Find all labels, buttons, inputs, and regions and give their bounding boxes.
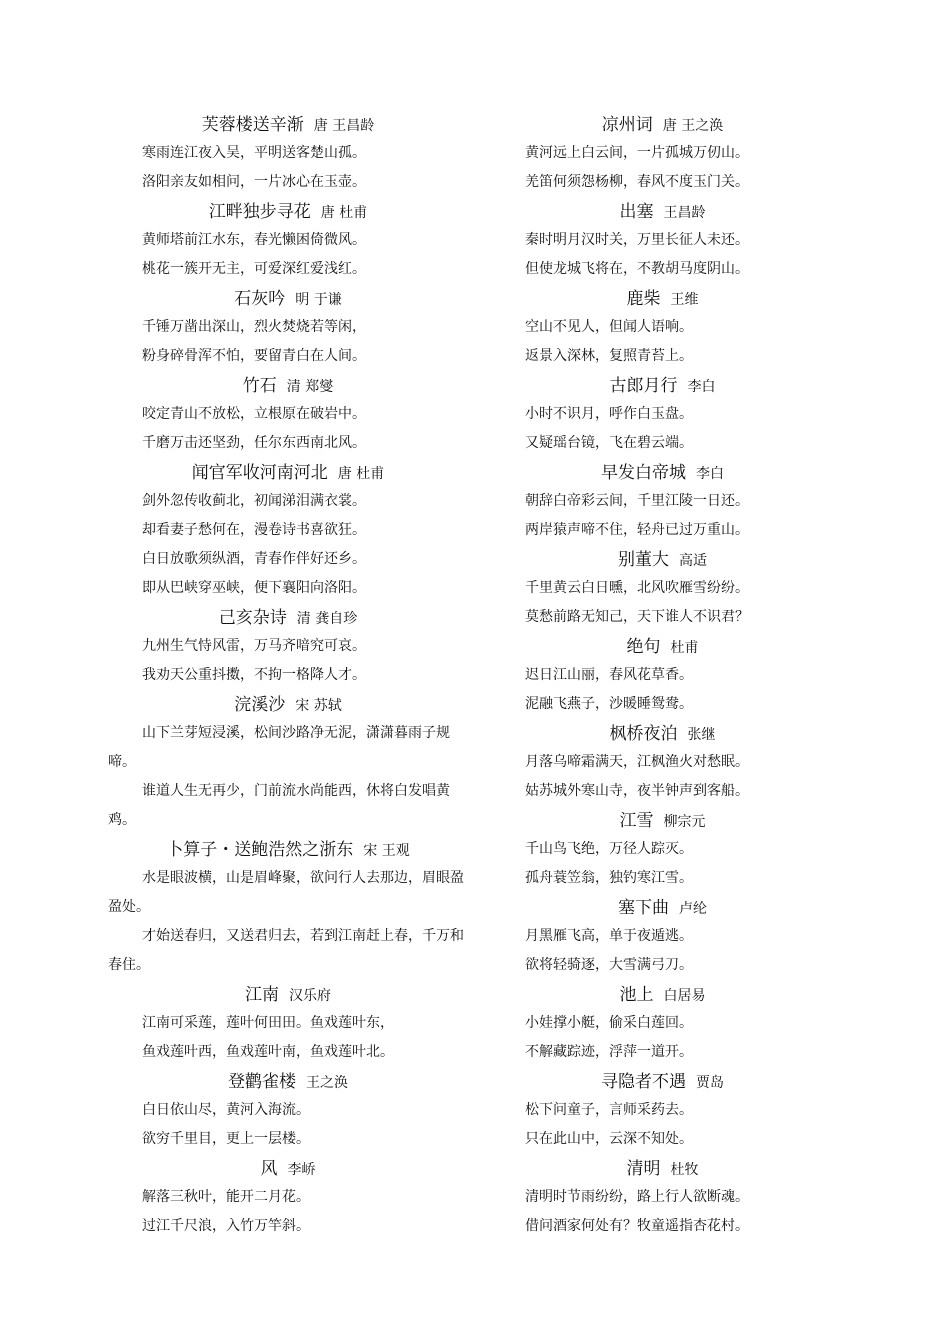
poem-line: 寒雨连江夜入吴，平明送客楚山孤。	[142, 145, 366, 161]
poem-line: 鱼戏莲叶西，鱼戏莲叶南，鱼戏莲叶北。	[142, 1044, 394, 1060]
poem-author: 唐 王昌龄	[313, 118, 375, 134]
poem-line: 即从巴峡穿巫峡，便下襄阳向洛阳。	[142, 580, 366, 596]
poem-author: 宋 苏轼	[295, 698, 342, 714]
poem	[108, 284, 468, 371]
poem-paragraph: 水是眼波横，山是眉峰聚，欲问行人去那边，眉眼盈盈处。	[108, 870, 464, 915]
poem-heading	[525, 893, 800, 922]
poem-line: 我劝天公重抖擞，不拘一格降人才。	[142, 667, 366, 683]
poem-author: 李峤	[287, 1162, 316, 1178]
poem-title: 枫桥夜泊	[609, 724, 678, 744]
poem-title: 池上	[619, 985, 654, 1005]
poem-title: 浣溪沙	[234, 695, 286, 715]
poem-author: 柳宗元	[663, 814, 706, 830]
poem	[108, 690, 468, 835]
poem-heading	[108, 690, 468, 719]
poem	[108, 1067, 468, 1154]
poem	[525, 980, 800, 1067]
poem-line: 千锤万凿出深山，烈火焚烧若等闲，	[142, 319, 366, 335]
poem-line: 又疑瑶台镜，飞在碧云端。	[525, 435, 693, 451]
poem-heading	[108, 603, 468, 632]
poem-title: 塞下曲	[618, 898, 669, 918]
poem-line: 小娃撑小艇，偷采白莲回。	[525, 1015, 693, 1031]
poem	[525, 110, 800, 197]
poem-heading	[108, 1067, 468, 1096]
poem	[525, 458, 800, 545]
poem-line: 黄河远上白云间，一片孤城万仞山。	[525, 145, 749, 161]
poem	[108, 603, 468, 690]
poem-line: 千山鸟飞绝，万径人踪灭。	[525, 841, 693, 857]
poem-line: 月黑雁飞高，单于夜遁逃。	[525, 928, 693, 944]
poem-author: 李白	[687, 379, 716, 395]
poem-title: 出塞	[619, 202, 654, 222]
poem-heading	[108, 458, 468, 487]
poem-title: 登鹳雀楼	[228, 1072, 296, 1092]
poem-title: 早发白帝城	[601, 463, 686, 483]
poem-title: 鹿柴	[626, 289, 661, 309]
poem-line: 两岸猿声啼不住，轻舟已过万重山。	[525, 522, 749, 538]
poem-author: 张继	[687, 727, 716, 743]
poem	[108, 371, 468, 458]
poem	[525, 545, 800, 632]
poem-author: 明 于谦	[295, 292, 342, 308]
poem-line: 清明时节雨纷纷，路上行人欲断魂。	[525, 1189, 749, 1205]
poem-heading	[108, 980, 468, 1009]
poem	[525, 197, 800, 284]
poem-paragraph: 谁道人生无再少，门前流水尚能西，休将白发唱黄鸡。	[108, 783, 450, 828]
poem-title: 芙蓉楼送辛渐	[201, 115, 304, 135]
poem-title: 寻隐者不遇	[601, 1072, 686, 1092]
poem-title: 闻官军收河南河北	[191, 463, 328, 483]
poem-line: 千磨万击还坚劲，任尔东西南北风。	[142, 435, 366, 451]
poem-line: 白日放歌须纵酒，青春作伴好还乡。	[142, 551, 366, 567]
poem-heading	[525, 1154, 800, 1183]
poem-heading	[108, 284, 468, 313]
poem-author: 杜牧	[670, 1162, 699, 1178]
poem-line: 欲穷千里目，更上一层楼。	[142, 1131, 310, 1147]
poem-heading	[108, 835, 468, 864]
poem-line: 莫愁前路无知己，天下谁人不识君？	[525, 609, 749, 625]
poem-heading	[108, 197, 468, 226]
poem-author: 高适	[679, 553, 707, 569]
poem	[108, 197, 468, 284]
poem-title: 风	[260, 1159, 278, 1179]
poem-line: 秦时明月汉时关，万里长征人未还。	[525, 232, 749, 248]
poem-title: 江南	[245, 985, 279, 1005]
poem-heading	[525, 371, 800, 400]
right-column	[525, 110, 800, 1241]
poem-author: 清 龚自珍	[296, 611, 358, 627]
poem	[525, 806, 800, 893]
poem-line: 姑苏城外寒山寺，夜半钟声到客船。	[525, 783, 749, 799]
poem-line: 千里黄云白日曛，北风吹雁雪纷纷。	[525, 580, 749, 596]
poem-author: 王昌龄	[663, 205, 706, 221]
poem-line: 泥融飞燕子，沙暖睡鸳鸯。	[525, 696, 693, 712]
poem-title: 别董大	[618, 550, 669, 570]
poem	[525, 719, 800, 806]
poem-author: 王之涣	[306, 1075, 348, 1091]
poem-heading	[525, 632, 800, 661]
poem-line: 黄师塔前江水东，春光懒困倚微风。	[142, 232, 366, 248]
poem-line: 却看妻子愁何在，漫卷诗书喜欲狂。	[142, 522, 366, 538]
poem	[108, 110, 468, 197]
poem-line: 朝辞白帝彩云间，千里江陵一日还。	[525, 493, 749, 509]
poem-line: 空山不见人，但闻人语响。	[525, 319, 693, 335]
poem-line: 咬定青山不放松，立根原在破岩中。	[142, 406, 366, 422]
poem	[525, 893, 800, 980]
poem-title: 石灰吟	[234, 289, 286, 309]
poem	[525, 284, 800, 371]
poem-paragraph: 山下兰芽短浸溪，松间沙路净无泥，潇潇暮雨子规啼。	[108, 725, 450, 770]
poem-line: 小时不识月，呼作白玉盘。	[525, 406, 693, 422]
poem-line: 洛阳亲友如相问，一片冰心在玉壶。	[142, 174, 366, 190]
poem	[108, 980, 468, 1067]
poem	[108, 835, 468, 980]
poem-author: 唐 杜甫	[337, 466, 385, 482]
poem	[525, 371, 800, 458]
poem	[108, 1154, 468, 1241]
poem-author: 唐 杜甫	[320, 205, 368, 221]
poem	[525, 1067, 800, 1154]
poem-title: 古郎月行	[609, 376, 678, 396]
poem-line: 迟日江山丽，春风花草香。	[525, 667, 693, 683]
poem-line: 月落乌啼霜满天，江枫渔火对愁眠。	[525, 754, 749, 770]
poem-line: 过江千尺浪，入竹万竿斜。	[142, 1218, 310, 1234]
poem-title: 竹石	[242, 376, 277, 396]
poem-heading	[525, 197, 800, 226]
poem-line: 羌笛何须怨杨柳，春风不度玉门关。	[525, 174, 749, 190]
poem-line: 孤舟蓑笠翁，独钓寒江雪。	[525, 870, 693, 886]
poem-author: 王维	[670, 292, 699, 308]
poem-title: 凉州词	[601, 115, 653, 135]
poem-title: 江雪	[619, 811, 654, 831]
poem-line: 松下问童子，言师采药去。	[525, 1102, 693, 1118]
poem-author: 汉乐府	[289, 988, 331, 1004]
poem	[108, 458, 468, 603]
poem-author: 白居易	[663, 988, 706, 1004]
poem-author: 杜甫	[670, 640, 699, 656]
poem-line: 桃花一簇开无主，可爱深红爱浅红。	[142, 261, 366, 277]
poem-heading	[108, 1154, 468, 1183]
poem-author: 唐 王之涣	[662, 118, 724, 134]
poem-line: 但使龙城飞将在，不教胡马度阴山。	[525, 261, 749, 277]
poem-heading	[525, 980, 800, 1009]
left-column	[108, 110, 468, 1241]
poem-title: 清明	[626, 1159, 661, 1179]
poem-line: 欲将轻骑逐，大雪满弓刀。	[525, 957, 693, 973]
poem-author: 卢纶	[679, 901, 707, 917]
poem-heading	[525, 719, 800, 748]
poem-author: 清 郑燮	[286, 379, 334, 395]
poem-line: 返景入深林，复照青苔上。	[525, 348, 693, 364]
poem-line: 不解藏踪迹，浮萍一道开。	[525, 1044, 693, 1060]
poem-author: 贾岛	[696, 1075, 724, 1091]
poem-line: 只在此山中，云深不知处。	[525, 1131, 693, 1147]
poem-line: 解落三秋叶，能开二月花。	[142, 1189, 310, 1205]
poem-heading	[525, 110, 800, 139]
poem-paragraph: 才始送春归，又送君归去，若到江南赶上春，千万和春住。	[108, 928, 464, 973]
poem-heading	[525, 284, 800, 313]
poem	[525, 1154, 800, 1241]
poem-heading	[525, 458, 800, 487]
poem-heading	[108, 371, 468, 400]
poem-title: 江畔独步寻花	[208, 202, 311, 222]
poem-heading	[108, 110, 468, 139]
poem-author: 李白	[696, 466, 724, 482]
poem-title: 绝句	[626, 637, 661, 657]
poem-title: 卜算子・送鲍浩然之浙东	[166, 840, 354, 860]
poem-line: 九州生气恃风雷，万马齐喑究可哀。	[142, 638, 366, 654]
poem	[525, 632, 800, 719]
poem-title: 己亥杂诗	[218, 608, 287, 628]
poem-line: 江南可采莲，莲叶何田田。鱼戏莲叶东，	[142, 1015, 394, 1031]
poem-line: 借问酒家何处有？牧童遥指杏花村。	[525, 1218, 749, 1234]
poem-heading	[525, 806, 800, 835]
poem-heading	[525, 545, 800, 574]
poem-author: 宋 王观	[363, 843, 410, 859]
poem-line: 粉身碎骨浑不怕，要留青白在人间。	[142, 348, 366, 364]
poem-line: 白日依山尽，黄河入海流。	[142, 1102, 310, 1118]
poem-heading	[525, 1067, 800, 1096]
poem-line: 剑外忽传收蓟北，初闻涕泪满衣裳。	[142, 493, 366, 509]
